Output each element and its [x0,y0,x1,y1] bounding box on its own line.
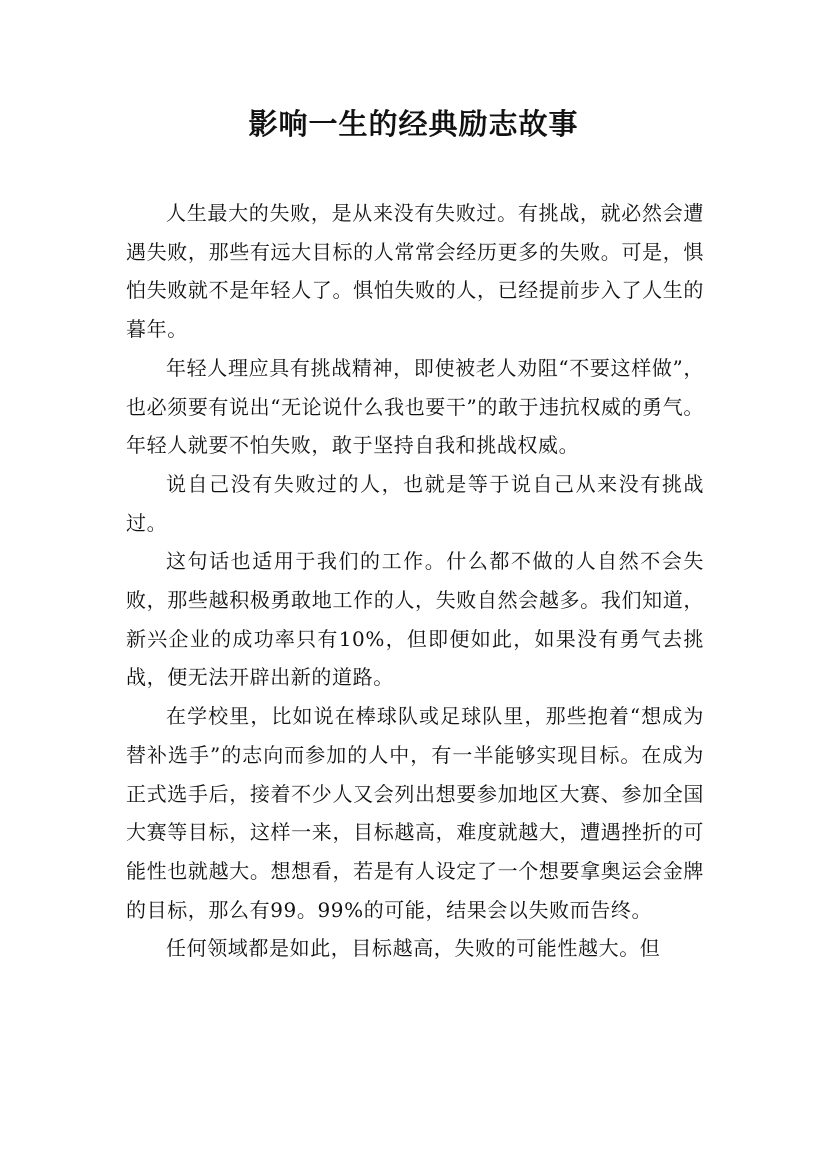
paragraph: 说自己没有失败过的人，也就是等于说自己从来没有挑战过。 [126,471,704,535]
document-body [126,194,704,968]
document-title: 影响一生的经典励志故事 [248,107,579,141]
paragraph: 人生最大的失败，是从来没有失败过。有挑战，就必然会遭遇失败，那些有远大目标的人常常会经历更多的失败。可是，惧怕失败就不是年轻人了。惧怕失败的人，已经提前步入了人生的暮年。 [126,201,704,342]
paragraph: 年轻人理应具有挑战精神，即使被老人劝阻“不要这样做”，也必须要有说出“无论说什么我也要干”的敢于违抗权威的勇气。年轻人就要不怕失败，敢于坚持自我和挑战权威。 [126,355,704,458]
paragraph: 这句话也适用于我们的工作。什么都不做的人自然不会失败，那些越积极勇敢地工作的人，失败自然会越多。我们知道，新兴企业的成功率只有10%，但即便如此，如果没有勇气去挑战，便无法开辟出新的道路。 [126,549,704,690]
paragraph: 在学校里，比如说在棒球队或足球队里，那些抱着“想成为替补选手”的志向而参加的人中，有一半能够实现目标。在成为正式选手后，接着不少人又会列出想要参加地区大赛、参加全国大赛等目标，这样一来，目标越高，难度就越大，遭遇挫折的可能性也就越大。想想看，若是有人设定了一个想要拿奥运会金牌的目标，那么有99。99%的可能，结果会以失败而告终。 [126,704,704,922]
paragraph: 任何领域都是如此，目标越高，失败的可能性越大。但 [166,936,661,961]
